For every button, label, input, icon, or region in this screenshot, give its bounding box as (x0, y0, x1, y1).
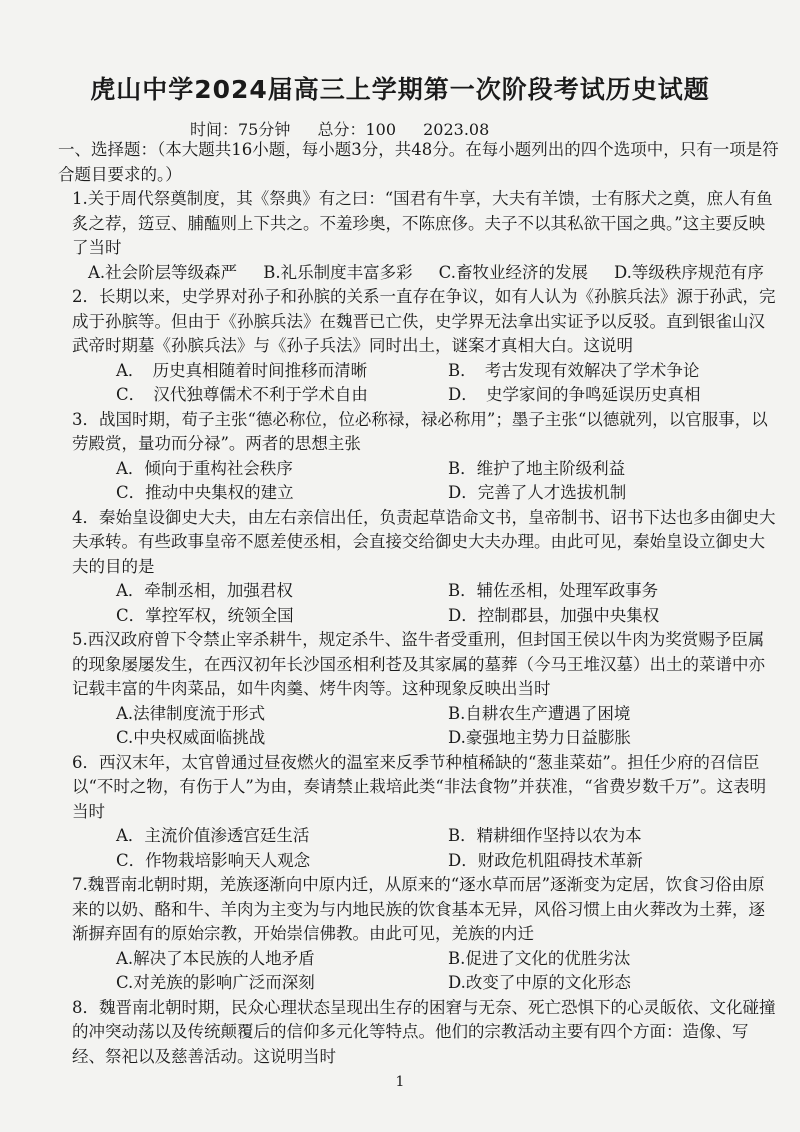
option-c: C.对羌族的影响广泛而深刻 (116, 973, 315, 992)
question-stem: 5.西汉政府曾下令禁止宰杀耕牛，规定杀牛、盗牛者受重刑，但封国王侯以牛肉为奖赏赐予臣属的现象屡屡发生，在西汉初年长沙国丞相利苍及其家属的墓葬（今马王堆汉墓）出土的菜谱中亦记载丰富的牛肉菜品，如牛肉羹、烤牛肉等。这种现象反映出当时 (72, 630, 765, 698)
question-5 (58, 628, 780, 751)
option-a: A．牵制丞相，加强君权 (116, 581, 293, 600)
question-stem: 7.魏晋南北朝时期，羌族逐渐向中原内迁，从原来的“逐水草而居”逐渐变为定居，饮食习俗由原来的以奶、酪和牛、羊肉为主变为与内地民族的饮食基本无异，风俗习惯上由火葬改为土葬，逐渐摒弃固有的原始宗教，开始崇信佛教。由此可见，羌族的内迁 (72, 875, 765, 943)
option-c: C．推动中央集权的建立 (116, 483, 294, 502)
question-1 (58, 187, 780, 285)
option-a: A.社会阶层等级森严 (88, 262, 238, 282)
question-3 (58, 408, 780, 506)
option-b: B.促进了文化的优胜劣汰 (448, 948, 631, 968)
question-2 (58, 285, 780, 408)
question-stem: 8．魏晋南北朝时期，民众心理状态呈现出生存的困窘与无奈、死亡恐惧下的心灵皈依、文化碰撞的冲突动荡以及传统颠覆后的信仰多元化等特点。他们的宗教活动主要有四个方面：造像、写经、祭祀以及慈善活动。这说明当时 (72, 997, 776, 1066)
question-4 (58, 506, 780, 629)
option-a: A.解决了本民族的人地矛盾 (116, 948, 315, 968)
exam-date: 2023.08 (423, 120, 490, 139)
option-d: D.改变了中原的文化形态 (448, 973, 631, 992)
option-d: D．财政危机阻碍技术革新 (448, 850, 643, 870)
question-stem: 4．秦始皇设御史大夫，由左右亲信出任，负责起草诰命文书，皇帝制书、诏书下达也多由御史大夫承转。有些政事皇帝不愿差使丞相，会直接交给御史大夫办理。由此可见，秦始皇设立御史大夫的目的是 (72, 507, 776, 576)
exam-score: 总分：100 (317, 120, 397, 139)
option-c: C．作物栽培影响天人观念 (116, 850, 311, 870)
option-c: C.中央权威面临挑战 (116, 728, 266, 747)
option-a: A．倾向于重构社会秩序 (116, 458, 293, 478)
question-8 (58, 996, 780, 1070)
option-d: D．完善了人才选拔机制 (448, 483, 627, 502)
exam-meta (190, 117, 511, 140)
page-title: 虎山中学2024届高三上学期第一次阶段考试历史试题 (90, 75, 710, 104)
option-b: B． 考古发现有效解决了学术争论 (448, 360, 700, 380)
exam-content (58, 138, 780, 1069)
option-b: B.自耕农生产遭遇了困境 (448, 703, 631, 723)
question-7 (58, 873, 780, 996)
question-options (72, 579, 780, 628)
section-heading (58, 138, 780, 187)
question-stem: 1.关于周代祭奠制度，其《祭典》有之曰：“国君有牛享，大夫有羊馈，士有豚犬之奠，庶人有鱼炙之荐，笾豆、脯醢则上下共之。不羞珍奥，不陈庶侈。夫子不以其私欲干国之典。”这主要反映了当时 (72, 189, 773, 257)
option-b: B．维护了地主阶级利益 (448, 458, 626, 478)
question-options (72, 359, 780, 408)
question-6 (58, 751, 780, 874)
question-stem: 2．长期以来，史学界对孙子和孙膑的关系一直存在争议，如有人认为《孙膑兵法》源于孙武，完成于孙膑等。但由于《孙膑兵法》在魏晋已亡佚，史学界无法拿出实证予以反驳。直到银雀山汉武帝时期墓《孙膑兵法》与《孙子兵法》同时出土，谜案才真相大白。这说明 (72, 287, 776, 355)
section-label: 一、选择题： (58, 140, 157, 159)
option-d: D． 史学家间的争鸣延误历史真相 (448, 385, 701, 404)
option-a: A．主流价值渗透宫廷生活 (116, 826, 310, 845)
section-instruction: （本大题共16小题，每小题3分，共48分。在每小题列出的四个选项中，只有一项是符合题目要求的。） (58, 140, 779, 184)
option-a: A.法律制度流于形式 (116, 703, 266, 723)
option-b: B．辅佐丞相，处理军政事务 (448, 581, 659, 600)
option-c: C． 汉代独尊儒术不利于学术自由 (116, 385, 368, 404)
option-b: B.礼乐制度丰富多彩 (263, 262, 413, 282)
exam-time: 时间：75分钟 (190, 120, 291, 139)
question-options (72, 824, 780, 873)
question-options (72, 261, 780, 286)
option-c: C.畜牧业经济的发展 (438, 262, 588, 282)
question-options (72, 457, 780, 506)
question-options (72, 702, 780, 751)
question-stem: 3．战国时期，荀子主张“德必称位，位必称禄，禄必称用”；墨子主张“以德就列，以官服事，以劳殿赏，量功而分禄”。两者的思想主张 (72, 409, 768, 453)
question-options (72, 947, 780, 996)
option-c: C．掌控军权，统领全国 (116, 605, 294, 625)
option-a: A． 历史真相随着时间推移而清晰 (116, 360, 368, 380)
option-d: D.等级秩序规范有序 (614, 262, 764, 282)
option-b: B．精耕细作坚持以农为本 (448, 826, 642, 845)
option-d: D.豪强地主势力日益膨胀 (448, 728, 631, 747)
option-d: D．控制郡县，加强中央集权 (448, 605, 660, 625)
question-stem: 6．西汉末年，太官曾通过昼夜燃火的温室来反季节种植稀缺的“葱韭菜茹”。担任少府的召信臣以“不时之物，有伤于人”为由，奏请禁止栽培此类“非法食物”并获准，“省费岁数千万”。这表明当时 (72, 752, 767, 821)
page-number: 1 (395, 1074, 405, 1090)
